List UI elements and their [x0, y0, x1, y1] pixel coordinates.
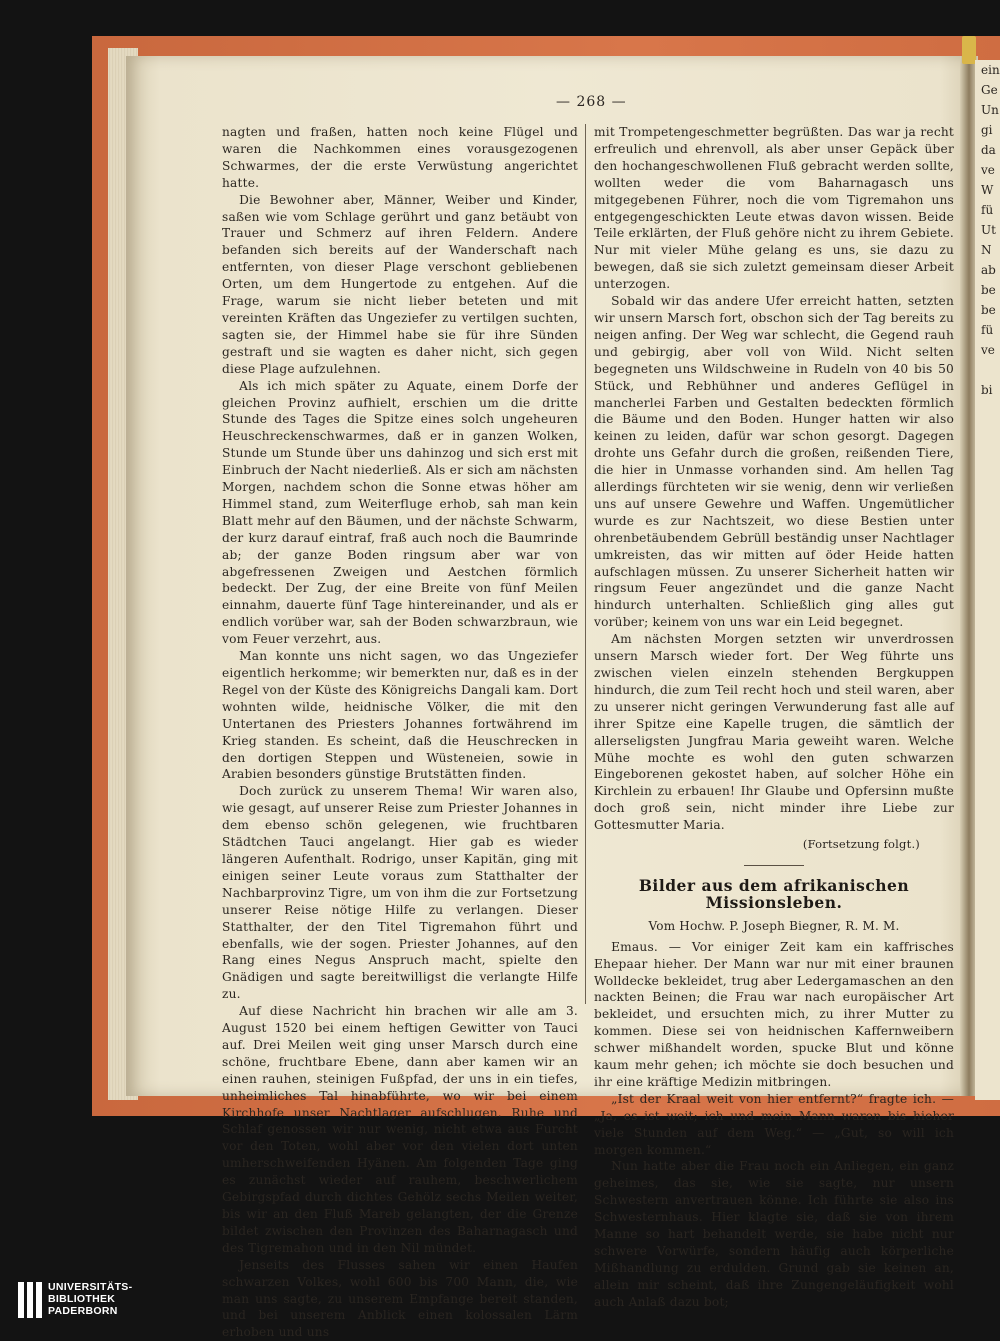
facing-page-fragments [975, 60, 1000, 400]
library-name-line1: UNIVERSITÄTS- [48, 1281, 133, 1293]
facing-page-fragment: W [981, 183, 994, 197]
facing-page-fragment: Un [981, 103, 999, 117]
library-name-line3: PADERBORN [48, 1305, 118, 1317]
separator-line [744, 865, 804, 866]
paragraph: Auf diese Nachricht hin brachen wir alle am 3. August 1520 bei einem heftigen Gewitter von Tauci auf. Drei Meilen weit ging unser Marsch durch eine schöne, fruchtbare Ebene, dann aber kamen wir an einen rauhen, steinigen Fußpfad, der uns in ein tiefes, unheimliches Tal hinabführte, wo wir bei einem Kirchhofe unser Nachtlager aufschlugen. Ruhe und Schlaf genossen wir nur wenig, nicht etwa aus Furcht vor den Toten, wohl aber vor den vielen dort unten umherschweifenden Hyänen. Am folgenden Tage ging es zunächst wieder auf rauhem, beschwerlichem Gebirgspfad durch dichtes Gehölz sechs Meilen weiter, bis wir an den Fluß Mareb gelangten, der die Grenze bildet zwischen den Provinzen des Baharnagasch und des Tigremahon und in den Nil mündet. [222, 1004, 578, 1255]
facing-page-fragment: gi [981, 123, 993, 137]
continuation-note: (Fortsetzung folgt.) [802, 837, 920, 852]
column-divider [585, 124, 586, 1004]
facing-page-fragment: bi [981, 383, 993, 397]
facing-page-fragment [975, 360, 1000, 380]
library-name-line2: BIBLIOTHEK [48, 1293, 116, 1305]
paragraph: Doch zurück zu unserem Thema! Wir waren also, wie gesagt, auf unserer Reise zum Priester Johannes in dem ebenso schön gelegenen, wie fruchtbaren Städtchen Tauci angelangt. Hier gab es wieder längeren Aufenthalt. Rodrigo, unser Kapitän, ging mit einigen seiner Leute voraus zum Statthalter der Nachbarprovinz Tigre, um von ihm die zur Fortsetzung unserer Reise nötige Hilfe zu verlangen. Dieser Statthalter, der den Titel Tigremahon führt und ebenfalls, wie der sogen. Priester Johannes, auf den Rang eines Negus Anspruch macht, spielte den Gnädigen und sagte bereitwilligst die verlangte Hilfe zu. [222, 784, 578, 1002]
facing-page-fragment: fü [981, 323, 994, 337]
paragraph: Emaus. — Vor einiger Zeit kam ein kaffrisches Ehepaar hieher. Der Mann war nur mit einer braunen Wolldecke bekleidet, trug aber Ledergamaschen an den nackten Beinen; die Frau war nach europäischer Art bekleidet, und ersuchten mich, zu ihrer Mutter zu kommen. Diese sei von heidnischen Kaffernweibern schwer mißhandelt worden, spucke Blut und könne kaum mehr gehen; ich möchte sie doch besuchen und ihr eine kräftige Medizin mitbringen. [594, 939, 954, 1089]
facing-page-fragment: be [981, 283, 996, 297]
paragraph: Als ich mich später zu Aquate, einem Dorfe der gleichen Provinz aufhielt, erschien um die dritte Stunde des Tages die Spitze eines solch ungeheuren Heuschreckenschwarmes, daß er in ganzen Wolken, Stunde um Stunde über uns dahinzog und sich erst mit Einbruch der Nacht niederließ. Als er sich am nächsten Morgen, nachdem schon die Sonne etwas höher am Himmel stand, zum Weiterfluge erhob, sah man kein Blatt mehr auf den Bäumen, und der nächste Schwarm, der kurz darauf eintraf, fraß auch noch die Baumrinde ab; der ganze Boden ringsum aber war von abgefressenen Zweigen und Aestchen förmlich bedeckt. Der Zug, der eine Breite von fünf Meilen einnahm, dauerte fünf Tage hintereinander, und als er endlich vorüber war, sah der Boden schwarzbraun, wie vom Feuer verzehrt, aus. [222, 378, 578, 647]
library-name [48, 1281, 132, 1317]
paragraph: Sobald wir das andere Ufer erreicht hatten, setzten wir unsern Marsch fort, obschon sich der Tag bereits zu neigen anfing. Der Weg war schlecht, die Gegend rauh und gebirgig, aber voll von Wild. Nicht selten begegneten uns Wildschweine in Rudeln von 40 bis 50 Stück, und Rebhühner und anderes Geflügel in mancherlei Farben und Gestalten bedeckten förmlich die Bäume und den Boden. Hunger hatten wir also keinen zu leiden, dafür war schon gesorgt. Dagegen drohte uns Gefahr durch die großen, reißenden Tiere, die hier in Unmasse vorhanden sind. Am hellen Tag allerdings fürchteten wir sie wenig, denn wir verließen uns auf unsere Gewehre und Waffen. Ungemütlicher wurde es zur Nachtszeit, wo diese Bestien unter ohrenbetäubendem Gebrüll beständig unser Nachtlager umkreisten, das wir mitten auf öder Heide hatten aufschlagen müssen. Zu unserer Sicherheit hatten wir ringsum Feuer angezündet und die ganze Nacht hindurch unterhalten. Schließlich ging alles gut vorüber; keinem von uns war ein Leid begegnet. [594, 294, 954, 630]
facing-page-fragment: da [981, 143, 996, 157]
left-column-text [222, 124, 578, 1341]
library-logo-icon [18, 1282, 42, 1318]
paragraph: Am nächsten Morgen setzten wir unverdrossen unsern Marsch wieder fort. Der Weg führte uns zwischen vielen einzeln stehenden Bergkuppen hindurch, die zum Teil recht hoch und steil waren, aber zu unserer nicht geringen Verwunderung fast alle auf ihrer Spitze eine Kapelle trugen, die sämtlich der allerseligsten Jungfrau Maria geweiht waren. Welche Mühe mochte es wohl den guten schwarzen Eingeborenen gekostet haben, auf solcher Höhe ein Kirchlein zu erbauen! Ihr Glaube und Opfersinn mußte doch groß sein, nicht minder ihre Liebe zur Gottesmutter Maria. [594, 632, 954, 833]
right-column-text [594, 124, 954, 834]
facing-page-fragment: ab [981, 263, 996, 277]
article-title: Bilder aus dem afrikanischen Missionsleben. [638, 875, 910, 912]
paragraph: Die Bewohner aber, Männer, Weiber und Kinder, saßen wie vom Schlage gerührt und ganz betäubt von Trauer und Schmerz auf ihren Feldern. Andere befanden sich bereits auf der Wanderschaft nach entfernten, von dieser Plage verschont gebliebenen Orten, um dem Hungertode zu entgehen. Auf die Frage, warum sie nicht lieber beteten und mit vereinten Kräften das Ungeziefer zu vertilgen suchten, sagten sie, der Himmel habe sie für ihre Sünden gestraft und sie wagten es daher nicht, sich gegen diese Plage aufzulehnen. [222, 192, 578, 376]
facing-page [975, 60, 1000, 1100]
page-number: — 268 — [556, 94, 627, 110]
facing-page-fragment: Ut [981, 223, 996, 237]
paragraph: Nun hatte aber die Frau noch ein Anliegen, ein ganz geheimes, das sie, wie sie sagte, nur unsern Schwestern anvertrauen könne. Ich führte sie also ins Schwesternhaus. Hier klagte sie, daß sie von ihrem Manne so hart behandelt werde, sie habe nicht nur schwere Vorwürfe, sondern häufig auch körperliche Mißhandlung zu erdulden. Grund gab sie keinen an, allein mir scheint, daß ihre Zungengeläufigkeit wohl auch Anlaß dazu bot; [594, 1159, 954, 1309]
article-byline: Vom Hochw. P. Joseph Biegner, R. M. M. [648, 918, 900, 933]
facing-page-fragment: be [981, 303, 996, 317]
facing-page-fragment: Ge [981, 83, 998, 97]
facing-page-fragment: ve [981, 343, 995, 357]
facing-page-fragment: N [981, 243, 992, 257]
right-column [594, 124, 954, 1311]
paragraph: Man konnte uns nicht sagen, wo das Ungeziefer eigentlich herkomme; wir bemerkten nur, daß es in der Regel von der Küste des Königreichs Dangali kam. Dort wohnten wilde, heidnische Völker, die mit den Untertanen des Priesters Johannes fortwährend im Krieg standen. Es scheint, daß die Heuschrecken in den dortigen Steppen und Wüsteneien, sowie in Arabien besonders günstige Brutstätten finden. [222, 649, 578, 782]
facing-page-fragment: fü [981, 203, 994, 217]
facing-page-fragment: ve [981, 163, 995, 177]
paragraph: nagten und fraßen, hatten noch keine Flügel und waren die Nachkommen eines vorausgezogenen Schwarmes, der die erste Verwüstung angerichtet hatte. [222, 125, 578, 190]
paragraph: mit Trompetengeschmetter begrüßten. Das war ja recht erfreulich und ehrenvoll, als aber unser Gepäck über den hochangeschwollenen Fluß gebracht werden sollte, wollten weder die vom Baharnagasch uns mitgegebenen Führer, noch die vom Tigremahon uns entgegengeschickten Leute etwas davon wissen. Beide Teile erklärten, der Fluß gehöre nicht zu ihrem Gebiete. Nur mit vieler Mühe gelang es uns, sie dazu zu bewegen, daß sie sich zuletzt gemeinsam dieser Arbeit unterzogen. [594, 125, 954, 292]
paragraph: „Ist der Kraal weit von hier entfernt?“ fragte ich. — „Ja, es ist weit; ich und mein Mann waren bis hieher viele Stunden auf dem Weg.“ — „Gut, so will ich morgen kommen.“ [594, 1091, 954, 1157]
article-text [594, 939, 954, 1311]
bookmark-ribbon [962, 36, 976, 64]
paragraph: Jenseits des Flusses sahen wir einen Haufen schwarzen Volkes, wohl 600 bis 700 Mann, die, wie man uns sagte, zu unserem Empfange bereit standen, und bei unserem Anblick einen kolossalen Lärm erhoben und uns [222, 1257, 578, 1340]
left-column [222, 124, 578, 1341]
facing-page-fragment: ein [981, 63, 1000, 77]
